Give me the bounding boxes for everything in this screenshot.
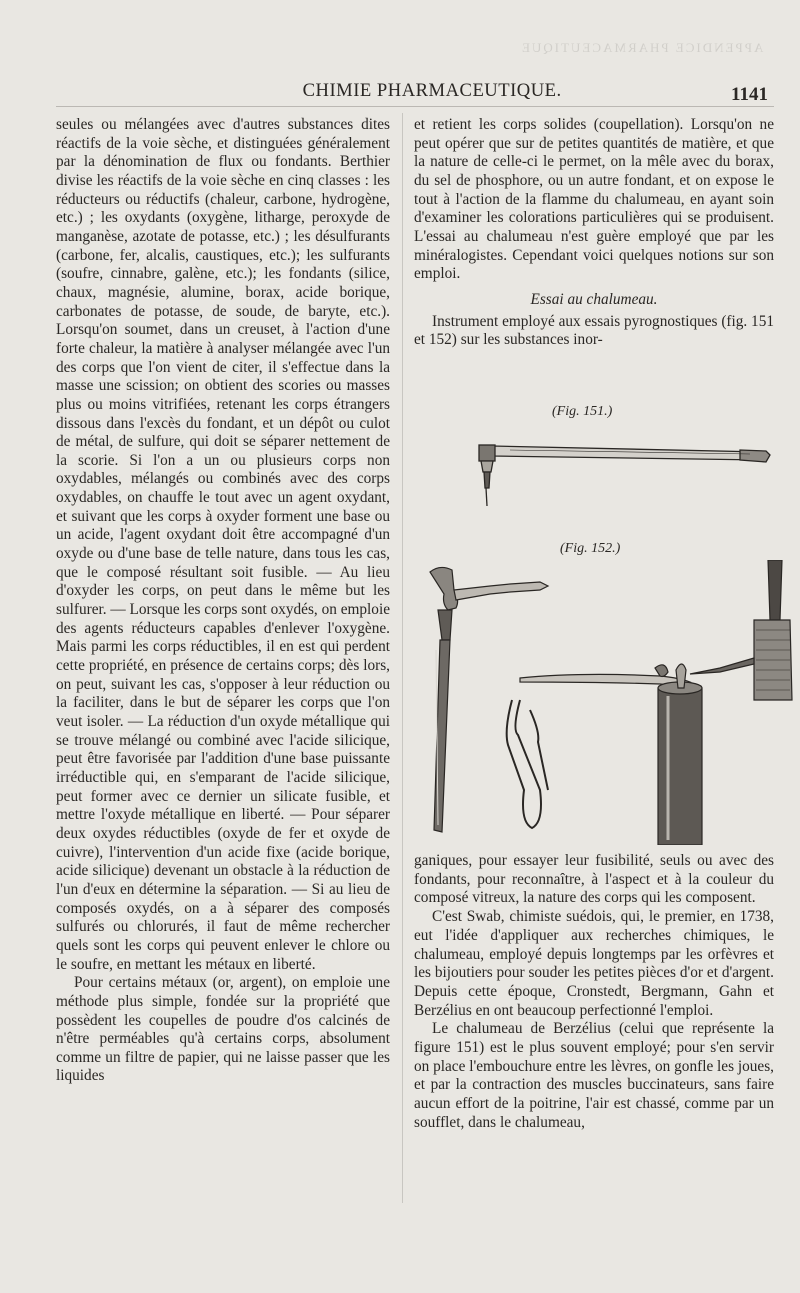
right-column-top (414, 116, 774, 350)
figure-151-caption: (Fig. 151.) (552, 404, 613, 419)
paragraph: ganiques, pour essayer leur fusibilité, seuls ou avec des fondants, pour reconnaître, à l'aspect et à la couleur du composé vitreux, la nature des corps qui les composent. (414, 852, 774, 907)
running-title: CHIMIE PHARMACEUTIQUE. (302, 80, 562, 101)
header-rule (56, 106, 774, 107)
column-divider (402, 113, 403, 1203)
page-number: 1141 (731, 84, 768, 105)
paragraph: Pour certains métaux (or, argent), on emploie une méthode plus simple, fondée sur la propriété que possèdent les coupelles de poudre d'os calcinés de n'être perméables qu'à certains corps, absolument comme un filtre de papier, qui ne laisse passer que les liquides (56, 974, 390, 1085)
paragraph: et retient les corps solides (coupellation). Lorsqu'on ne peut opérer que sur de petites quantités de matière, et que la nature de celle-ci le permet, on la mêle avec du borax, du sel de phosphore, ou un autre fondant, et on expose le tout à l'action de la flamme du chalumeau, en ayant soin d'examiner les colorations particulières qui se produisent. L'essai au chalumeau n'est guère employé que par les minéralogistes. Cependant voici quelques notions sur son emploi. (414, 116, 774, 283)
figure-152-apparatus (420, 560, 795, 845)
paragraph: seules ou mélangées avec d'autres substances dites réactifs de la voie sèche, et distinguées généralement par la dénomination de flux ou fondants. Berthier divise les réactifs de la voie sèche en cinq classes : les réducteurs ou réductifs (chaleur, carbone, hydrogène, etc.) ; les oxydants (oxygène, litharge, peroxyde de manganèse, azotate de potasse, etc.) ; les désulfurants (carbone, fer, alcalis, caustiques, etc.); les sulfurants (soufre, cinnabre, galène, etc.); les fondants (silice, chaux, magnésie, alumine, borax, acide borique, carbonates de potasse, de soude, de baryte, etc.). Lorsqu'on soumet, dans un creuset, à l'action d'une forte chaleur, la matière à analyser mélangée avec l'un des corps que l'on vient de citer, il s'effectue dans la masse une scission; on obtient des scories ou masses plus ou moins vitrifiées, retenant les corps étrangers dissous dans l'excès du fondant, et un dépôt ou culot de métal, de sulfure, qui doit se séparer nettement de la scorie. Si l'on a un ou plusieurs corps non oxydables, mélangés ou combinés avec des corps oxydables, on chauffe le tout avec un agent oxydant, et suivant que les corps à oxyder forment une base ou un acide, l'agent oxydant doit être accompagné d'un oxyde ou d'une base de telle nature, dans tous les cas, que le composé résultant soit fusible. — Au lieu d'oxyder les corps, on peut dans le même but les sulfurer. — Lorsque les corps sont oxydés, on emploie des agents réducteurs capables d'enlever l'oxygène. Mais parmi les corps réductibles, il en est qui perdent cette propriété, en présence de certains corps; dès lors, on peut, suivant les cas, s'opposer à leur réduction ou la faciliter, dans le but de séparer les corps que l'on veut isoler. — La réduction d'un oxyde métallique qui se trouve mélangé ou combiné avec l'acide silicique, peut être favorisée par l'addition d'une base puissante irréductible qui, en s'emparant de l'acide silicique, peut former avec ce dernier un silicate fusible, et mettre l'oxyde métallique en liberté. — Pour séparer deux oxydes réductibles (oxyde de fer et oxyde de cuivre), l'intervention d'un acide fixe (acide borique, acide silicique) devenant un obstacle à la réduction de l'un d'eux en détermine la séparation. — Si au lieu de composés oxydés, on a à séparer des composés sulfurés ou chlorurés, il faut de même rechercher quels sont les corps qui peuvent enlever le chlore ou le soufre, en mettant les métaux en liberté. (56, 116, 390, 973)
paragraph: Instrument employé aux essais pyrognostiques (fig. 151 et 152) sur les substances inor- (414, 312, 774, 349)
bleed-through-text: APPENDICE PHARMACEUTIQUE (520, 40, 764, 55)
figure-152-caption: (Fig. 152.) (560, 541, 621, 556)
figure-151-blowpipe (470, 436, 775, 526)
section-subheading: Essai au chalumeau. (530, 290, 658, 308)
right-column-bottom (414, 852, 774, 1133)
paragraph: C'est Swab, chimiste suédois, qui, le premier, en 1738, eut l'idée d'appliquer aux recherches chimiques, le chalumeau, employé depuis longtemps par les orfèvres et les bijoutiers pour souder les petites pièces d'or et d'argent. Depuis cette époque, Cronstedt, Bergmann, Gahn et Berzélius en ont beaucoup perfectionné l'emploi. (414, 908, 774, 1019)
paragraph: Le chalumeau de Berzélius (celui que représente la figure 151) est le plus souvent employé; pour s'en servir on place l'embouchure entre les lèvres, on gonfle les joues, et par la contraction des muscles buccinateurs, sans faire aucun effort de la poitrine, l'air est chassé, comme par un soufflet, dans le chalumeau, (414, 1020, 774, 1131)
left-column (56, 116, 390, 1086)
